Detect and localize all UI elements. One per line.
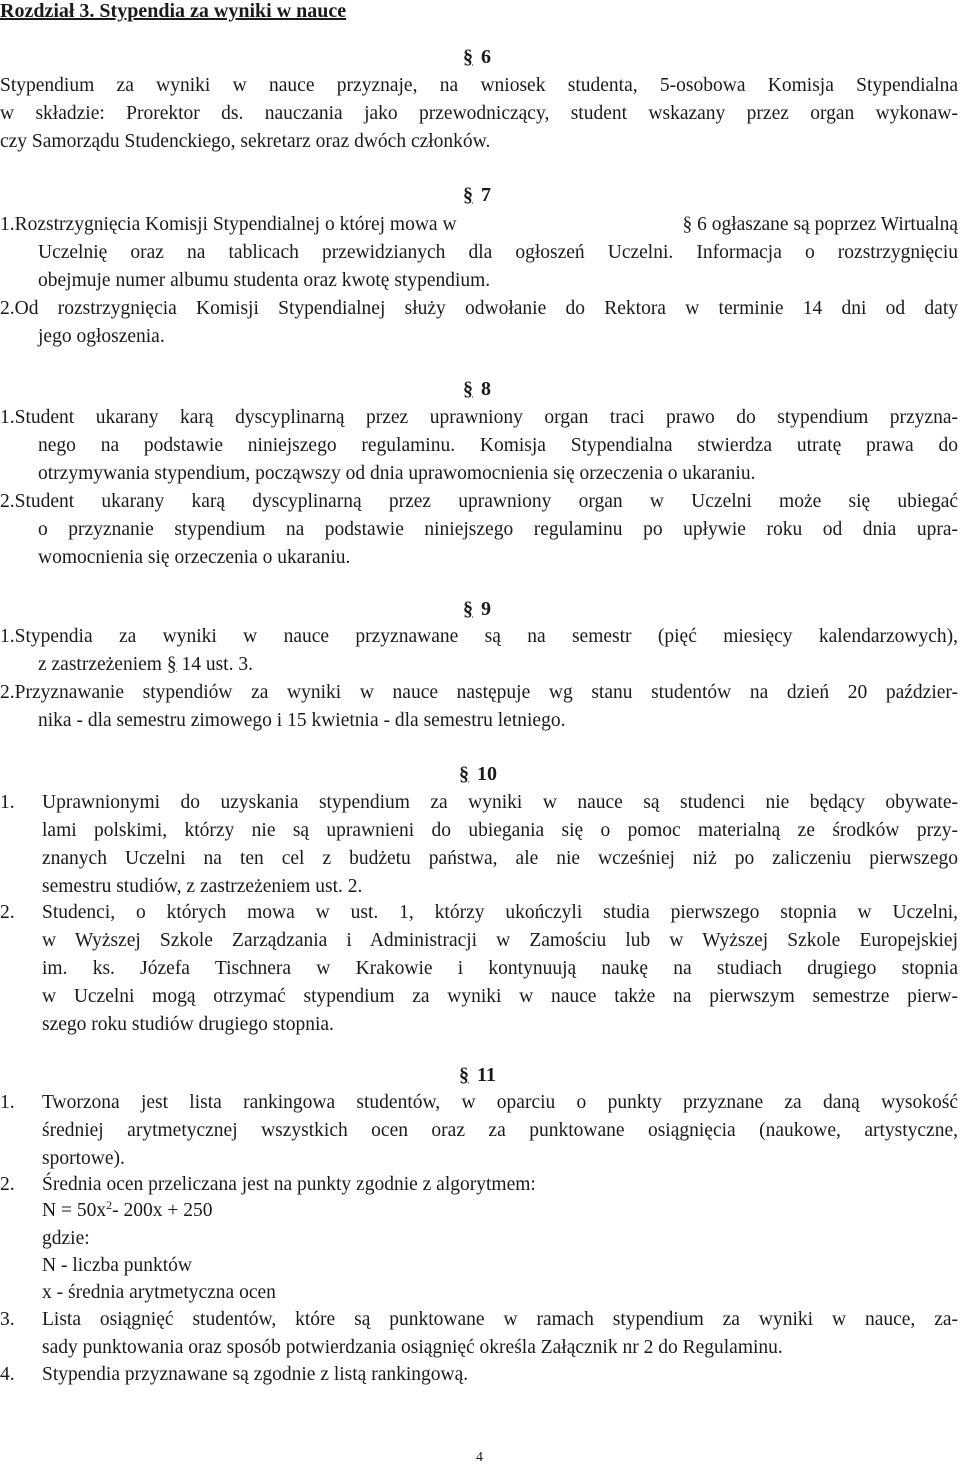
s11-item-3-number: 3. xyxy=(0,1309,15,1330)
s7-p2-line-2: jego ogłoszenia. xyxy=(38,326,165,347)
chapter-title: Rozdział 3. Stypendia za wyniki w nauce xyxy=(0,0,347,22)
s8-line-1: 1.Student ukarany karą dyscyplinarną przez uprawniony organ traci prawo do stypendium przyzna- xyxy=(0,407,958,428)
s8-line-5: o przyznanie stypendium na podstawie niniejszego regulaminu po upływie roku od dnia upra- xyxy=(38,519,958,540)
s10-item-2-line-2: w Wyższej Szkole Zarządzania i Administracji w Zamościu lub w Wyższej Szkole Europejskiej xyxy=(42,930,958,951)
s10-item-2-line-4: w Uczelni mogą otrzymać stypendium za wyniki w nauce także na pierwszym semestrze pierw- xyxy=(42,986,958,1007)
s11-item-2-line: Średnia ocen przeliczana jest na punkty zgodnie z algorytmem: xyxy=(42,1174,536,1195)
s8-line-6: womocnienia się orzeczenia o ukaraniu. xyxy=(38,547,351,568)
s7-p2-line-1: 2.Od rozstrzygnięcia Komisji Stypendialnej służy odwołanie do Rektora w terminie 14 dni od daty xyxy=(0,298,958,319)
formula-legend-n: N - liczba punktów xyxy=(42,1255,193,1276)
formula: $N = 50x^2-$ 200x + 250 xyxy=(42,1198,213,1221)
section-heading-6: § 6 xyxy=(463,46,491,68)
s6-line-3: czy Samorządu Studenckiego, sekretarz oraz dwóch członków. xyxy=(0,131,491,152)
s10-item-1-line-3: znanych Uczelni na ten cel z budżetu państwa, ale nie wcześniej niż po zaliczeniu pierwszego xyxy=(42,848,958,869)
s9-p1-line-1: 1.Stypendia za wyniki w nauce przyznawane są na semestr (pięć miesięcy kalendarzowych), xyxy=(0,626,958,647)
section-heading-10: § 10 xyxy=(459,763,497,785)
s10-item-2-line-3: im. ks. Józefa Tischnera w Krakowie i kontynuują naukę na studiach drugiego stopnia xyxy=(42,958,958,979)
section-heading-9: § 9 xyxy=(463,598,491,620)
s11-item-1-line-3: sportowe). xyxy=(42,1148,125,1169)
s10-item-1-number: 1. xyxy=(0,792,15,813)
s8-line-3: otrzymywania stypendium, począwszy od dnia uprawomocnienia się orzeczenia o ukaraniu. xyxy=(38,463,756,484)
s10-item-2-line-1: Studenci, o których mowa w ust. 1, którzy ukończyli studia pierwszego stopnia w Uczelni, xyxy=(42,902,958,923)
s9-p2-line-2: nika - dla semestru zimowego i 15 kwietnia - dla semestru letniego. xyxy=(38,710,566,731)
s10-item-2-line-5: szego roku studiów drugiego stopnia. xyxy=(42,1014,334,1035)
s9-p2-line-1: 2.Przyznawanie stypendiów za wyniki w nauce następuje wg stanu studentów na dzień 20 paździer- xyxy=(0,682,958,703)
formula-legend-x: x - średnia arytmetyczna ocen xyxy=(42,1282,276,1303)
s11-item-4-number: 4. xyxy=(0,1364,15,1385)
section-heading-8: § 8 xyxy=(463,378,491,400)
s10-item-1-line-1: Uprawnionymi do uzyskania stypendium za wyniki w nauce są studenci nie będący obywate- xyxy=(42,792,958,813)
s10-item-1-line-2: lami polskimi, którzy nie są uprawnieni do ubiegania się o pomoc materialną ze środków przy- xyxy=(42,820,958,841)
s11-item-2-number: 2. xyxy=(0,1174,15,1195)
section-heading-7: § 7 xyxy=(463,184,491,206)
section-heading-11: § 11 xyxy=(459,1064,496,1086)
s7-p1-line-2: Uczelnię oraz na tablicach przewidzianych dla ogłoszeń Uczelni. Informacja o rozstrzygnięciu xyxy=(38,242,958,263)
s11-item-1-line-1: Tworzona jest lista rankingowa studentów, w oparciu o punkty przyznane za daną wysokość xyxy=(42,1092,958,1113)
s6-line-1: Stypendium za wyniki w nauce przyznaje, na wniosek studenta, 5-osobowa Komisja Stypendialna xyxy=(0,75,958,96)
s9-p1-line-2: z zastrzeżeniem § 14 ust. 3. xyxy=(38,654,253,675)
s10-item-1-line-4: semestru studiów, z zastrzeżeniem ust. 2. xyxy=(42,876,363,897)
s6-line-2: w składzie: Prorektor ds. nauczania jako przewodniczący, student wskazany przez organ wykonaw- xyxy=(0,103,958,124)
s7-p1-line-3: obejmuje numer albumu studenta oraz kwotę stypendium. xyxy=(38,270,491,291)
s11-item-3-line-1: Lista osiągnięć studentów, które są punktowane w ramach stypendium za wyniki w nauce, za- xyxy=(42,1309,958,1330)
s11-item-1-number: 1. xyxy=(0,1092,15,1113)
s7-p1-line-1: 1.Rozstrzygnięcia Komisji Stypendialnej o której mowa w § 6 ogłaszane są poprzez Wirtualną xyxy=(0,214,958,235)
s10-item-2-number: 2. xyxy=(0,902,15,923)
page-number: 4 xyxy=(476,1450,483,1465)
s11-item-1-line-2: średniej arytmetycznej wszystkich ocen oraz za punktowane osiągnięcia (naukowe, artystyczne, xyxy=(42,1120,958,1141)
s8-line-4: 2.Student ukarany karą dyscyplinarną przez uprawniony organ w Uczelni może się ubiegać xyxy=(0,491,958,512)
formula-where-label: gdzie: xyxy=(42,1228,90,1249)
s11-item-3-line-2: sady punktowania oraz sposób potwierdzania osiągnięć określa Załącznik nr 2 do Regulaminu. xyxy=(42,1337,783,1358)
s8-line-2: nego na podstawie niniejszego regulaminu. Komisja Stypendialna stwierdza utratę prawa do xyxy=(38,435,958,456)
formula-exponent: 2 xyxy=(106,1198,113,1212)
s11-item-4-line: Stypendia przyznawane są zgodnie z listą rankingową. xyxy=(42,1364,469,1385)
